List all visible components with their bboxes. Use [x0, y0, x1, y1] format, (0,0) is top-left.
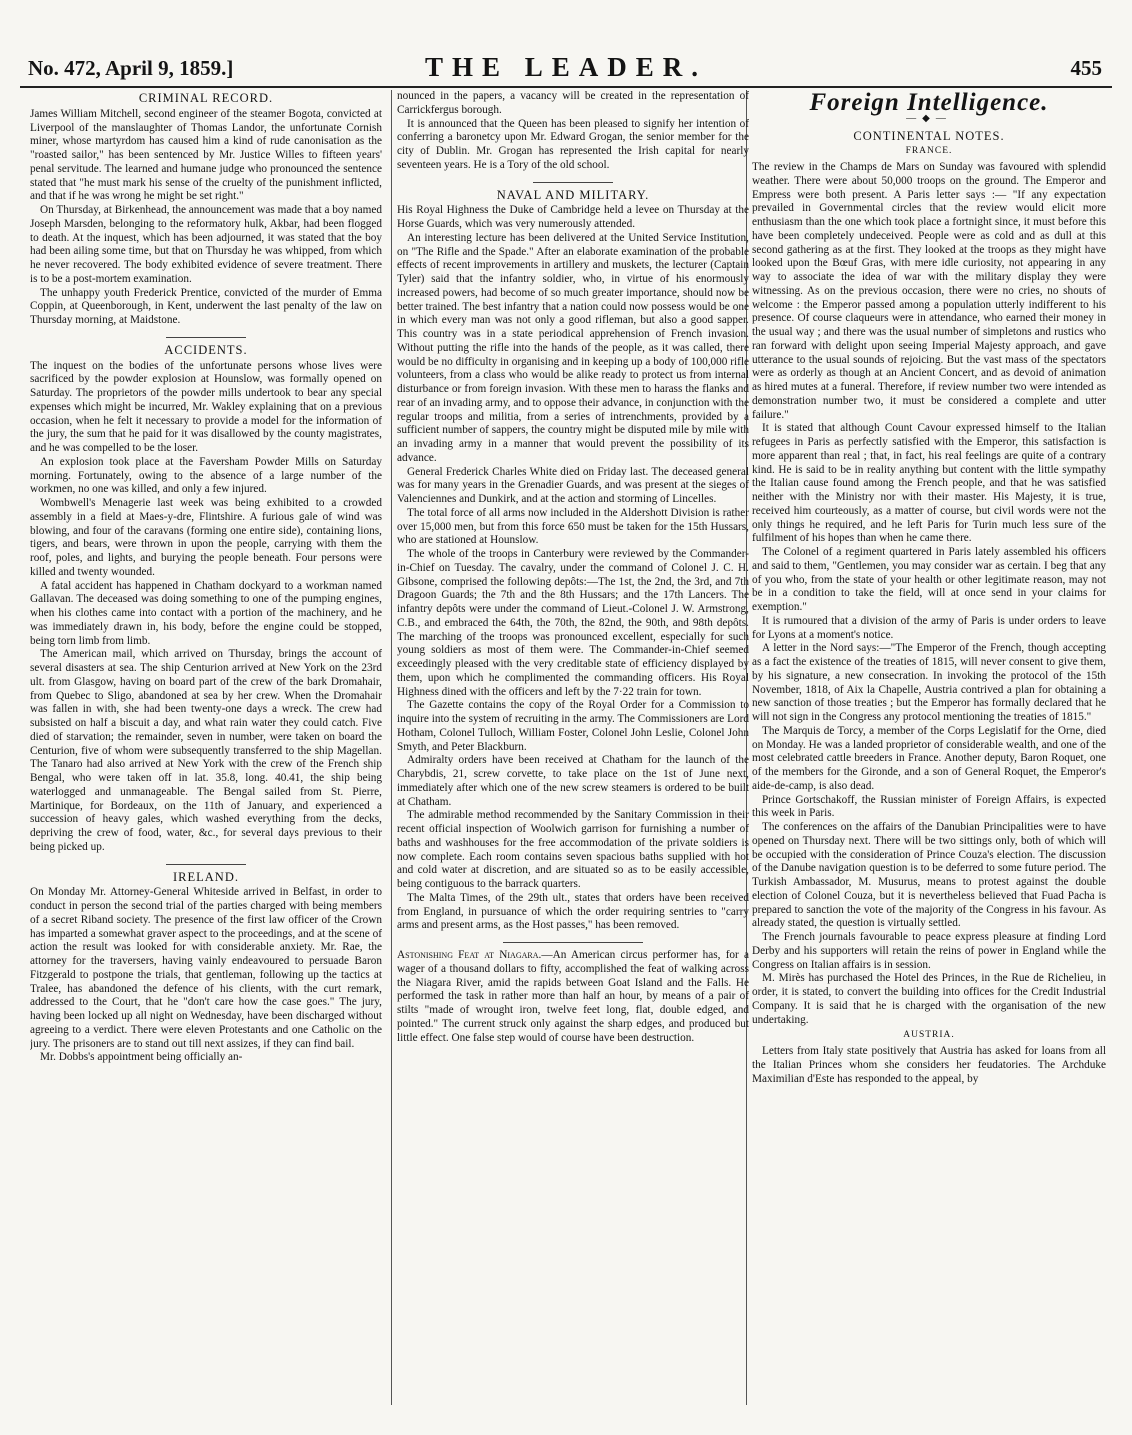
paragraph: The total force of all arms now included in the Aldershott Division is rather over 15,000 men, but from this force 650 must be taken for the 15th Hussars, who are stationed at Hounslow.	[397, 506, 749, 547]
paragraph: The Malta Times, of the 29th ult., states that orders have been received from England, in pursuance of which the order requiring sentries to "carry arms and present arms, as the Host passes," has been removed.	[397, 891, 749, 932]
paragraph: The French journals favourable to peace express pleasure at finding Lord Derby and his supporters will retain the reins of power in England while the Congress on Italian affairs is in session.	[752, 931, 1106, 971]
paragraph: Admiralty orders have been received at Chatham for the launch of the Charybdis, 21, screw corvette, to take place on the 1st of June next, immediately after which one of the new screw steamers is ordered to be built at Chatham.	[397, 754, 749, 808]
page-number: 455	[1070, 56, 1102, 80]
section-rule	[533, 182, 613, 183]
subheading-austria: AUSTRIA.	[903, 1030, 955, 1041]
paragraph: The whole of the troops in Canterbury were reviewed by the Commander-in-Chief on Tuesday. The cavalry, under the command of Colonel J. C. H. Gibsone, comprised the following depôts:—The 1st, the 2nd, the 3rd, and 7th Dragoon Guards; the 7th and the 8th Hussars; and the 17th Lancers. The infantry depôts were under the command of Lieut.-Colonel J. W. Armstrong, C.B., and embraced the 64th, the 70th, the 82nd, the 90th, and 98th depôts. The marching of the troops was pronounced excellent, especially for such young soldiers as most of them were. The Commander-in-Chief seemed exceedingly pleased with the very creditable state of efficiency displayed by them, upon which he complimented the commanding officers. His Royal Highness dined with the officers and left by the 7·22 train for town.	[397, 548, 749, 698]
section-rule	[166, 864, 246, 865]
heading-criminal-record: CRIMINAL RECORD.	[138, 91, 274, 105]
paragraph: Wombwell's Menagerie last week was being exhibited to a crowded assembly in a field at Maes-y-dre, Flintshire. A furious gale of wind was blowing, and four of the caravans (forming one entire side), containing lions, tigers, and bears, were thrown in upon the people, carrying with them the roof, poles, and lights, and burying the people beneath. Four persons were killed and twenty wounded.	[30, 497, 382, 578]
subheading-france: FRANCE.	[905, 146, 953, 157]
paragraph: Prince Gortschakoff, the Russian minister of Foreign Affairs, is expected this week in Paris.	[752, 793, 1106, 820]
paragraph: General Frederick Charles White died on Friday last. The deceased general was for many years in the Grenadier Guards, and was present at the sieges of Valenciennes and Dunkirk, and at the action and storming of Lincelles.	[397, 465, 749, 505]
paragraph: It is stated that although Count Cavour expressed himself to the Italian refugees in Paris as perfectly satisfied with the Emperor, this satisfaction is more apparent than real ; that, in fact, his real feelings are quite of a contrary kind. He is said to be in reality anything but content with the little sympathy the Italian cause found among the French people, and that he was satisfied neither with the Ministry nor with their master. His Majesty, it is true, received him courteously, as a matter of course, but civil words were not the only things he required, and he left Paris for Turin much less sure of the fulfilment of his hopes than when he came there.	[752, 422, 1106, 545]
paragraph: It is rumoured that a division of the army of Paris is under orders to leave for Lyons at a moment's notice.	[752, 614, 1106, 641]
paragraph: A fatal accident has happened in Chatham dockyard to a workman named Gallavan. The deceased was doing something to one of the pumping engines, when his clothes came into contact with a portion of the machinery, and he was immediately drawn in, his body, before the engine could be stopped, being torn limb from limb.	[30, 579, 382, 647]
paragraph: The inquest on the bodies of the unfortunate persons whose lives were sacrificed by the powder explosion at Hounslow, was formally opened on Saturday. The proprietors of the powder mills undertook to bear any special expenses which might be incurred, Mr. Wakley explaining that on a previous occasion, when he felt it necessary to provide a model for the information of the jury, the sum that he paid for it was disallowed by the county magistrates, and he was compelled to be the loser.	[30, 359, 382, 454]
paragraph: The American mail, which arrived on Thursday, brings the account of several disasters at sea. The ship Centurion arrived at New York on the 23rd ult. from Glasgow, having on board part of the crew of the bark Dromahair, from Quebec to Sligo, abandoned at sea by her crew. When the Dromahair was fallen in with, she had been twenty-one days a wreck. The crew had subsisted on half a biscuit a day, and what rain water they could catch. Five died of starvation; the remainder, seven in number, were taken on board the Centurion, five of whom were subsequently transferred to the ship Magellan. The Tanaro had also arrived at New York with the crew of the French ship Bengal, who were taken off in lat. 35.8, long. 40.41, the ship being waterlogged and unmanageable. The Bengal sailed from St. Pierre, Martinique, for Bordeaux, on the 11th of January, and experienced a succession of heavy gales, which washed everything from the decks, depriving the crew of food, water, &c., for several days previous to their being picked up.	[30, 648, 382, 853]
paragraph: The Marquis de Torcy, a member of the Corps Legislatif for the Orne, died on Monday. He was a landed proprietor of considerable wealth, and one of the most celebrated cattle breeders in France. Another deputy, Baron Roquet, one of the members for the Gironde, and a son of General Roquet, the Emperor's aide-de-camp, is also dead.	[752, 724, 1106, 792]
paragraph: His Royal Highness the Duke of Cambridge held a levee on Thursday at the Horse Guards, which was very numerously attended.	[397, 204, 749, 230]
niagara-text: —An American circus performer has, for a wager of a thousand dollars to fifty, accomplished the feat of walking across the Niagara River, amid the rapids between Goat Island and the Falls. He performed the task in rather more than half an hour, by means of a pair of stilts "made of wrought iron, twelve feet long, flat, double edged, and pointed." The current struck only against the sharp edges, and produced but little effect. One false step would of course have been destruction.	[397, 949, 749, 1044]
ornament-divider: —◆—	[906, 112, 952, 124]
paragraph-niagara	[397, 949, 749, 1045]
paragraph: The admirable method recommended by the Sanitary Commission in their recent official inspection of Woolwich garrison for furnishing a number of baths and washhouses for the free accommodation of the private soldiers is now complete. Each room contains seven spacious baths supplied with hot and cold water at discretion, and are situated so as to be easily accessible, being contiguous to the barrack quarters.	[397, 809, 749, 890]
paragraph: The Gazette contains the copy of the Royal Order for a Commission to inquire into the system of recruiting in the army. The Commissioners are Lord Hotham, Colonel Tulloch, William Foster, Colonel John Leslie, Colonel John Smyth, and Peter Blackburn.	[397, 699, 749, 753]
niagara-lead: Astonishing Feat at Niagara.	[397, 949, 542, 961]
paragraph: Letters from Italy state positively that Austria has asked for loans from all the Italian Princes whom she considers her feudatories. The Archduke Maximilian d'Este has responded to the appeal, by	[752, 1045, 1106, 1085]
issue-date: No. 472, April 9, 1859.]	[28, 56, 234, 80]
paragraph: Mr. Dobbs's appointment being officially an-	[40, 1051, 243, 1064]
paragraph: The Colonel of a regiment quartered in Paris lately assembled his officers and said to them, "Gentlemen, you may consider war as certain. I beg that any of you who, from the state of your health or other legitimate reason, may not be in a condition to take the field, will at once send in your claims for exemption."	[752, 546, 1106, 613]
paragraph: M. Mirès has purchased the Hotel des Princes, in the Rue de Richelieu, in order, it is stated, to convert the building into offices for the Credit Industrial Company. It is said that he is charged with the organisation of the new undertaking.	[752, 972, 1106, 1026]
heading-ireland: IRELAND.	[173, 869, 239, 884]
heading-continental-notes: CONTINENTAL NOTES.	[853, 128, 1005, 143]
heading-naval-military: NAVAL AND MILITARY.	[496, 187, 650, 202]
paragraph: It is announced that the Queen has been pleased to signify her intention of conferring a baronetcy upon Mr. Edward Grogan, the senior member for the city of Dublin. Mr. Grogan has represented the Irish capital for nearly seventeen years. He is a Tory of the old school.	[397, 117, 749, 171]
section-title-foreign-intelligence: Foreign Intelligence.	[809, 90, 1049, 116]
paragraph: The conferences on the affairs of the Danubian Principalities were to have opened on Thursday next. There will be two sittings only, both of which will be occupied with the consideration of Prince Couza's election. The discussion of the Danube navigation question is to be deferred to some future period. The Turkish Ambassador, M. Musurus, means to protest against the double election of Colonel Couza, but it is nevertheless believed that Fuad Pacha is prepared to sanction the vote of the majority of the Congress in his favour. As already stated, the question is virtually settled.	[752, 821, 1106, 930]
section-rule	[503, 942, 643, 943]
paragraph: The unhappy youth Frederick Prentice, convicted of the murder of Emma Coppin, at Queenborough, in Kent, underwent the last penalty of the law on Thursday morning, at Maidstone.	[30, 286, 382, 326]
column-3	[752, 90, 1106, 1420]
section-rule	[166, 337, 246, 338]
newspaper-title: THE LEADER.	[424, 52, 708, 82]
paragraph: James William Mitchell, second engineer of the steamer Bogota, convicted at Liverpool of the manslaughter of Thomas Landor, the unfortunate Cornish miner, whose martyrdom has caused him a kind of rude canonisation as the "roasted sailor," has been sentenced by Mr. Justice Willes to fifteen years' penal servitude. The learned and humane judge who pronounced the sentence stated that "he must mark his sense of the cruelty of the punishment inflicted, and that if he was wrong he might be set right."	[30, 107, 382, 203]
paragraph: nounced in the papers, a vacancy will be created in the representation of Carrickfergus borough.	[397, 90, 749, 116]
column-2	[397, 90, 749, 1420]
paragraph: The review in the Champs de Mars on Sunday was favoured with splendid weather. There were about 50,000 troops on the ground. The Emperor and Empress were both present. A Paris letter says :— "If any expectation prevailed in Governmental circles that the review would elicit more enthusiasm than the one which took place a fortnight since, it must before this have been completely undeceived. People were as cold and as dull at this second gathering as at the first. They looked at the troops as they might have looked upon the Bœuf Gras, with mere idle curiosity, not appearing in any way to associate the idea of war with the military display they were witnessing. As on the previous occasion, there were no cries, no shouts of welcome : the Emperor passed among a population utterly indifferent to his presence. Of course claqueurs were in attendance, who earned their money in the usual way ; and there was the usual number of simpletons and rustics who ran forward with delight upon seeing Imperial Majesty approach, and gave utterance to the usual sounds of rejoicing. But the vast mass of the spectators were as orderly as though at an Ancient Concert, and as devoid of animation as hired mutes at a funeral. Therefore, if review number two were intended as demonstration number two, it must be considered a complete and utter failure."	[752, 161, 1106, 421]
masthead	[20, 52, 1112, 88]
column-divider-1	[391, 90, 392, 1405]
heading-accidents: ACCIDENTS.	[164, 342, 248, 357]
paragraph: An explosion took place at the Faversham Powder Mills on Saturday morning. Fortunately, owing to the absence of a large number of the workmen, no one was killed, and only a few injured.	[30, 455, 382, 496]
paragraph: On Monday Mr. Attorney-General Whiteside arrived in Belfast, in order to conduct in person the second trial of the parties charged with being members of a secret Riband society. The presence of the first law officer of the Crown has imparted a somewhat graver aspect to the proceedings, and at the scene of action the result was looked for with considerable anxiety. Mr. Rae, the attorney for the traversers, having vainly endeavoured to persuade Baron Fitzgerald to postpone the trials, that gentleman, following up the tactics at Tralee, has abandoned the defence of his clients, with the curt remark, addressed to the Court, that he "don't care how the case goes." The jury, having been locked up all night on Wednesday, have been discharged without agreeing to a verdict. There were eleven Protestants and one Catholic on the jury. The prisoners are to stand out till next assizes, if they can find bail.	[30, 886, 382, 1050]
paragraph: An interesting lecture has been delivered at the United Service Institution, on "The Rifle and the Spade." After an elaborate examination of the probable effects of recent improvements in artillery and muskets, the lecturer (Captain Tyler) said that the infantry soldier, who, in virtue of his enormously increased powers, had become of so much greater importance, should now be better trained. The best infantry that a nation could now possess would be one in which every man was not only a good rifleman, but also a good sapper. This country was in a state periodical apprehension of French invasion. Without putting the rifle into the hands of the people, as it was called, there would be no difficulty in organising and in keeping up a body of 100,000 rifle volunteers, from a class who would be alike ready to protect us from internal disturbance or from foreign invasion. With these men to harass the flanks and rear of an invading army, and to oppose their advance, in conjunction with the regular troops and militia, from a series of intrenchments, provided by a sufficient number of sappers, the country might be disputed mile by mile with an invading army in a manner that would prevent the possibility of its advance.	[397, 231, 749, 464]
column-1	[30, 90, 382, 1420]
paragraph: A letter in the Nord says:—"The Emperor of the French, though accepting as a fact the existence of the treaties of 1815, will never consent to give them, by his signature, a new consecration. In invoking the protocol of the 15th November, 1818, of Aix la Chapelle, Austria contrived a plan for obtaining a new sanction of those treaties ; but the Emperor has formally declared that he will not sign in the Congress any protocol mentioning the treaties of 1815."	[752, 642, 1106, 723]
paragraph: On Thursday, at Birkenhead, the announcement was made that a boy named Joseph Marsden, belonging to the reformatory hulk, Akbar, had been flogged to death. At the inquest, which has been adjourned, it was stated that the boy had been ailing some time, but that on Thursday he was whipped, from which he never recovered. The body exhibited evidence of severe treatment. There is to be a post-mortem examination.	[30, 204, 382, 285]
